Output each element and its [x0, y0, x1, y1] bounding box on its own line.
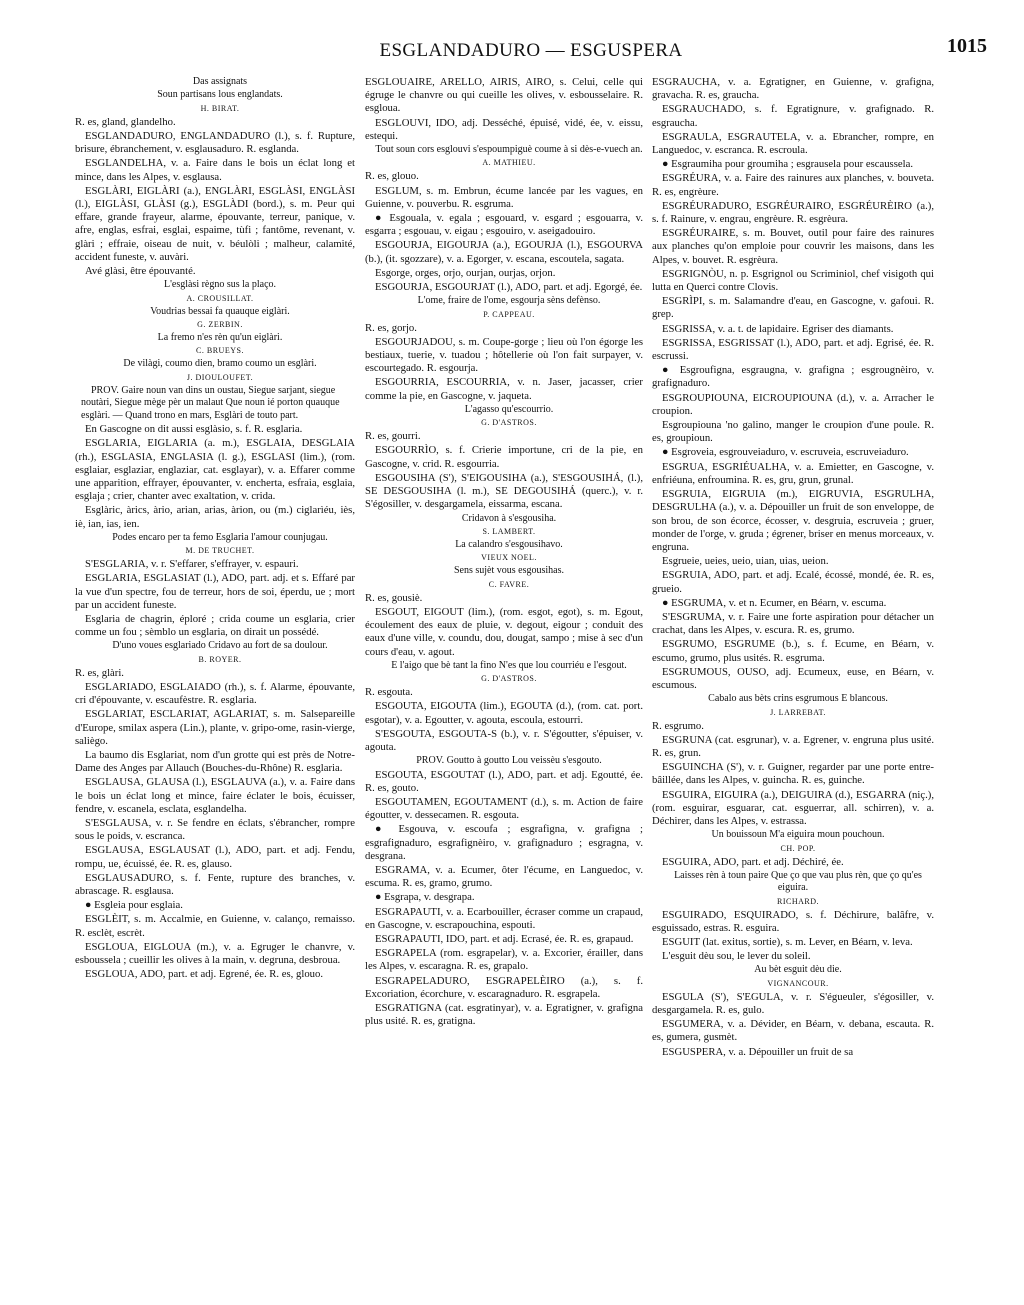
quote-author: M. DE TRUCHET. [185, 546, 255, 556]
quote-verse: PROV. Goutto à goutto Lou veissèu s'esgouto. [416, 755, 602, 767]
dictionary-entry: ● Esgouala, v. egala ; esgouard, v. esgard ; esgouarra, v. esgarra ; esgouau, v. eigau ; esgouiro, v. aseigadouiro. [365, 212, 643, 238]
column-1 [75, 76, 355, 1296]
quote-verse: Un bouissoun M'a eiguira moun pouchoun. [711, 829, 885, 841]
running-head: ESGLANDADURO — ESGUSPERA [379, 40, 683, 61]
proverb-verse: PROV. Gaire noun van dins un oustau, Siegue sarjant, siegue noutàri, Siegue mège pèr un malaut Que noun ié porton quauque esglàri. — Quand trono en mars, Esglàri de touto part. [81, 384, 340, 421]
dictionary-entry: ESGOUT, EIGOUT (lim.), (rom. esgot, egot), s. m. Egout, écoulement des eaux de pluie, v. degout, eigour ; conduit des eaux d'une ville, v. coundu, dou, dougat, sampo ; mise à sec d'un cours d'eau, v. agout. [365, 605, 643, 658]
dictionary-entry: ESGLANDADURO, ENGLANDADURO (l.), s. f. Rupture, brisure, ébranchement, v. esglausaduro. R. esglanda. [75, 130, 355, 156]
dictionary-entry: ESGUIRA, ADO, part. et adj. Déchiré, ée. [662, 855, 844, 868]
quote-verse: L'ome, fraire de l'ome, esgourja sèns defènso. [417, 295, 601, 307]
dictionary-entry: ESGLAUSA, ESGLAUSAT (l.), ADO, part. et adj. Fendu, rompu, ue, écuissé, ée. R. es, glauso. [75, 844, 355, 870]
dictionary-entry: ESGRUIA, ADO, part. et adj. Ecalé, écossé, mondé, ée. R. es, grueio. [652, 569, 934, 595]
dictionary-entry: Avé glàsi, être épouvanté. [85, 265, 196, 278]
dictionary-entry: ESGOUSIHA (S'), S'EIGOUSIHA (a.), S'ESGOUSIHÁ, (l.), SE DESGOUSIHA (l. m.), SE DEGOUSIHÁ (querc.), v. r. S'égosiller, v. desgargamela, eissarma, escana. [365, 471, 643, 511]
dictionary-entry: Esgrueie, ueies, ueio, uian, uias, ueion. [662, 555, 829, 568]
quote-author: A. MATHIEU. [482, 158, 536, 168]
dictionary-entry: ESGRUA, ESGRIÉUALHA, v. a. Emietter, en Gascogne, v. enfriéuna, enfroumina. R. es, gru, grun, grunal. [652, 460, 934, 486]
dictionary-entry: ● Esgraumiha pour groumiha ; esgrausela pour escaussela. [662, 158, 914, 171]
quote-author: C. FAVRE. [488, 579, 530, 589]
dictionary-entry: Esglàric, àrics, àrio, arian, arias, àrion, ou (m.) ciglarìéu, iès, iè, ian, ias, ien. [75, 504, 355, 530]
dictionary-entry: ESGUMERA, v. a. Dévider, en Béarn, v. debana, escauta. R. es, gumera, gusmèt. [652, 1018, 934, 1044]
dictionary-entry: ESGROUPIOUNA, EICROUPIOUNA (d.), v. a. Arracher le croupion. [652, 391, 934, 417]
dictionary-entry: ESGOUTA, EIGOUTA (lim.), EGOUTA (d.), (rom. cat. port. esgotar), v. a. Egoutter, v. agouta, escoula, estourri. [365, 700, 643, 726]
dictionary-entry: En Gascogne on dit aussi esglàsio, s. f. R. esglaria. [85, 423, 303, 436]
quote-verse: Soun partisans lous englandats. [157, 89, 283, 101]
dictionary-entry: ESGRAULA, ESGRAUTELA, v. a. Ebrancher, rompre, en Languedoc, v. escranca. R. escroula. [652, 130, 934, 157]
entry-line: R. esgouta. [365, 686, 413, 699]
dictionary-entry: ESGRAMA, v. a. Ecumer, ôter l'écume, en Languedoc, v. escuma. R. es, gramo, grumo. [365, 863, 643, 890]
dictionary-entry: ESGRUMO, ESGRUME (b.), s. f. Ecume, en Béarn, v. escumo, grumo, plus usités. R. esgruma. [652, 638, 934, 664]
dictionary-entry: L'esguit dèu sou, le lever du soleil. [662, 950, 811, 963]
dictionary-entry: ESGRAPAUTI, v. a. Ecarbouiller, écraser comme un crapaud, en Gascogne, v. escrapouchina, espouti. [365, 905, 643, 931]
page-number: 1015 [947, 35, 987, 57]
quote-author: A. CROUSILLAT. [186, 293, 254, 303]
quote-verse: Au bèt esguit dèu die. [754, 964, 842, 976]
dictionary-entry: ESGRAPAUTI, IDO, part. et adj. Ecrasé, ée. R. es, grapaud. [375, 933, 634, 945]
quote-verse: Podes encaro per ta femo Esglaria l'amour counjugau. [112, 531, 328, 543]
quote-verse: L'esglàsi règno sus la plaço. [163, 279, 277, 291]
dictionary-entry: ESGRISSA, ESGRISSAT (l.), ADO, part. et adj. Egrisé, ée. R. escrussi. [652, 336, 934, 363]
quote-verse: Laisses rèn à toun paire Que ço que vau plus rèn, que ço qu'es eiguira. [674, 869, 922, 894]
dictionary-entry: S'ESGRUMA, v. r. Faire une forte aspiration pour détacher un crachat, dans les Alpes, v. escura. R. es, grumo. [652, 610, 934, 637]
dictionary-entry: ESGLOUA, EIGLOUA (m.), v. a. Egruger le chanvre, v. esboussela ; cueillir les olives à la main, v. degruna, desbroua. [75, 940, 355, 967]
dictionary-entry: ESGLAUSADURO, s. f. Fente, rupture des branches, v. abrascage. R. esglausa. [75, 871, 355, 897]
dictionary-entry: ESGUIRA, EIGUIRA (a.), DEIGUIRA (d.), ESGARRA (niç.), (rom. esguirar, esguarar, cat. esguerrar, all. schirren), v. a. Déchirer, dans les Alpes, v. estrassa. [652, 788, 934, 827]
dictionary-entry: ● Esgroveia, esgrouveiaduro, v. escruveia, escruveiaduro. [662, 446, 909, 459]
quote-author: C. BRUEYS. [196, 346, 244, 356]
dictionary-entry: ESGRISSA, v. a. t. de lapidaire. Egriser des diamants. [662, 322, 894, 335]
dictionary-entry: ESGRUMOUS, OUSO, adj. Ecumeux, euse, en Béarn, v. escumous. [652, 665, 934, 691]
dictionary-entry: ESGOURJADOU, s. m. Coupe-gorge ; lieu où l'on égorge les bestiaux, tuerie, v. tuadou ; hôtellerie où l'on fait surpayer, v. escourtegado. R. esgourja. [365, 335, 643, 375]
page-header [75, 35, 987, 68]
dictionary-entry: ESGOUTAMEN, EGOUTAMENT (d.), s. m. Action de faire égoutter, v. dessecamen. R. esgouta. [365, 795, 643, 822]
dictionary-entry: Esgorge, orges, orjo, ourjan, ourjas, orjon. [375, 266, 556, 279]
dictionary-entry: ESGOURRIA, ESCOURRIA, v. n. Jaser, jacasser, crier comme la pie, en Gascogne, v. jaqueta. [365, 376, 643, 402]
dictionary-entry: ESGRAPELA (rom. esgrapelar), v. a. Excorier, érailler, dans les Alpes, v. escaragna. R. es, grapalo. [365, 947, 643, 973]
entry-line: ESGRAUCHA, v. a. Egratigner, en Guienne, v. grafigna, gravacha. R. es, graucha. [652, 76, 934, 102]
dictionary-entry: ESGUIRADO, ESQUIRADO, s. f. Déchirure, balâfre, v. esguissado, estras. R. esguira. [652, 908, 934, 934]
quote-verse: Sens sujèt vous esgousihas. [454, 565, 564, 577]
dictionary-entry: ESGRÉURAIRE, s. m. Bouvet, outil pour faire des rainures aux planches qu'on emploie pour couvrir les maisons, dans les Alpes, v. bouvet. R. esgrèura. [652, 227, 934, 266]
dictionary-entry: ESGUSPERA, v. a. Dépouiller un fruit de sa [662, 1045, 854, 1058]
dictionary-entry: ESGRÉURA, v. a. Faire des rainures aux planches, v. bouveta. R. es, engrèure. [652, 172, 934, 198]
dictionary-entry: ESGRÌPI, s. m. Salamandre d'eau, en Gascogne, v. gafoui. R. grep. [652, 295, 934, 321]
dictionary-entry: ESGLOUVI, IDO, adj. Desséché, épuisé, vidé, ée, v. eissu, estequi. [365, 116, 643, 142]
dictionary-entry: ESGRUNA (cat. esgrunar), v. a. Egrener, v. engruna plus usité. R. es, grun. [652, 733, 934, 759]
quote-verse: Tout soun cors esglouvi s'espoumpiguè coume à si dès-e-vuech an. [375, 144, 643, 156]
quote-verse: Voudrias bessai fa quauque eiglàri. [150, 305, 290, 317]
dictionary-entry: ● Esgroufigna, esgraugna, v. grafigna ; esgrougnèiro, v. grafignaduro. [652, 364, 934, 390]
dictionary-entry: ● Esgleia pour esglaia. [85, 899, 183, 912]
quote-author: B. ROYER. [198, 654, 242, 664]
entry-line: R. es, glouo. [365, 170, 419, 183]
quote-verse: Cridavon à s'esgousiha. [461, 512, 557, 524]
dictionary-entry: ● ESGRUMA, v. et n. Ecumer, en Béarn, v. escuma. [662, 596, 887, 609]
quote-author: J. DIOULOUFET. [186, 372, 254, 382]
dictionary-entry: ESGLARIADO, ESGLAIADO (rh.), s. f. Alarme, épouvante, cri d'épouvante, v. escaufèstre. R. esglaria. [75, 680, 355, 707]
dictionary-entry: ESGRAUCHADO, s. f. Egratignure, v. grafignado. R. esgraucha. [652, 103, 934, 129]
column-3 [652, 76, 934, 1296]
quote-verse: Cabalo aus bèts crins esgrumous E blancous. [708, 693, 888, 705]
dictionary-entry: ESGLOUA, ADO, part. et adj. Egrené, ée. R. es, glouo. [85, 968, 324, 981]
dictionary-entry: ESGOURJA, ESGOURJAT (l.), ADO, part. et adj. Egorgé, ée. [375, 281, 643, 294]
dictionary-entry: ESGRUIA, EIGRUIA (m.), EIGRUVIA, ESGRULHA, DESGRULHA (a.), v. a. Dépouiller un fruit de son enveloppe, de son brou, de son écorce, écosser, v. desgruia, escruveia ; gruer, monder de l'orge, v. gruda ; égrener, briser en menus morceaux, v. engruna. [652, 488, 934, 553]
quote-author: G. D'ASTROS. [481, 674, 537, 684]
column-2 [365, 76, 643, 1296]
dictionary-entry: ESGRÉURADURO, ESGRÉURAIRO, ESGRÉURÈIRO (a.), s. f. Rainure, v. engrau, engrèure. R. esgrèura. [652, 199, 934, 226]
dictionary-entry: ESGULA (S'), S'EGULA, v. r. S'égueuler, s'égosiller, v. desgargamela. R. es, gulo. [652, 990, 934, 1017]
quote-verse: Das assignats [192, 76, 248, 87]
dictionary-entry: La baumo dis Esglariat, nom d'un grotte qui est près de Notre-Dame des Anges par Allauch (Bouches-du-Rhône) R. esglaria. [75, 748, 355, 775]
quote-verse: La fremo n'es rèn qu'un eiglàri. [157, 332, 283, 344]
dictionary-entry: ESGRAPELADURO, ESGRAPELÈIRO (a.), s. f. Excoriation, écorchure, v. escaragnaduro. R. esgrapela. [365, 974, 643, 1000]
quote-author: P. CAPPEAU. [483, 309, 535, 319]
dictionary-entry: S'ESGOUTA, ESGOUTA-S (b.), v. r. S'égoutter, s'épuiser, v. agouta. [365, 727, 643, 753]
dictionary-entry: S'ESGLARIA, v. r. S'effarer, s'effrayer, v. espauri. [85, 558, 299, 571]
dictionary-entry: ● Esgrapa, v. desgrapa. [375, 891, 475, 904]
quote-author: CH. POP. [780, 843, 816, 853]
dictionary-entry: ESGLARIA, EIGLARIA (a. m.), ESGLAIA, DESGLAIA (rh.), ESGLASIA, ENGLASIA (l. g.), ESGLASI (lim.), (rom. esglaiar, esglaziar, englaziar, cat. esglayar), v. a. Effarer comme une apparition, effrayer, épouvanter, v. encherta, esfraia, esglaia, esglaja ; crier, chanter avec exaltation, v. crida. [75, 437, 355, 503]
quote-verse: E l'aigo que bè tant la fino N'es que lou courriéu e l'esgout. [391, 659, 627, 671]
dictionary-entry: ESGUINCHA (S'), v. r. Guigner, regarder par une porte entre-bâillée, dans les Alpes, v. guincha. R. es, guinche. [652, 761, 934, 787]
dictionary-entry: ESGLARIA, ESGLASIAT (l.), ADO, part. adj. et s. Effaré par la vue d'un spectre, fou de terreur, hors de soi, éperdu, ue ; mort par un accident funeste. [75, 572, 355, 611]
entry-line: R. es, gousiè. [365, 591, 423, 604]
dictionary-entry: ESGLAUSA, GLAUSA (l.), ESGLAUVA (a.), v. a. Faire dans le bois un éclat long et mince, faire éclater le bois, écuisser, fendre, v. escanela, esclata, esglandelha. [75, 776, 355, 815]
quote-author: RICHARD. [776, 896, 819, 906]
dictionary-entry: ESGOURRÌO, s. f. Crierie importune, cri de la pie, en Gascogne, v. crid. R. esgourria. [365, 444, 643, 470]
entry-line: R. esgrumo. [652, 719, 704, 732]
entry-line: ESGLOUAIRE, ARELLO, AIRIS, AIRO, s. Celui, celle qui égruge le chanvre ou qui cueille les olives, v. esbousselaire. R. esgloua. [365, 76, 643, 115]
quote-author: H. BIRAT. [200, 103, 240, 113]
quote-author: G. ZERBIN. [197, 320, 243, 330]
entry-line: R. es, gorjo. [365, 321, 417, 334]
quote-author: G. D'ASTROS. [481, 418, 537, 428]
dictionary-entry: ESGRATIGNA (cat. esgratinyar), v. a. Egratigner, v. grafigna plus usité. R. es, gratigna. [365, 1002, 643, 1028]
dictionary-entry: ESGRIGNÒU, n. p. Esgrignol ou Scriminiol, chef visigoth qui lutta en Querci contre Clovis. [652, 267, 934, 294]
entry-line: R. es, gland, glandelho. [75, 115, 176, 128]
quote-author: J. LARREBAT. [770, 707, 826, 717]
quote-author: VIEUX NOEL. [481, 553, 537, 563]
quote-author: S. LAMBERT. [482, 526, 536, 536]
dictionary-entry: ESGLANDELHA, v. a. Faire dans le bois un éclat long et mince, dans les Alpes, v. esglausa. [75, 157, 355, 183]
quote-verse: La calandro s'esgousihavo. [455, 538, 563, 550]
dictionary-entry: Esglaria de chagrin, éploré ; crida coume un esglaria, crier comme un fou ; sèmblo un esglaria, on dirait un possédé. [75, 612, 355, 639]
quote-author: VIGNANCOUR. [767, 978, 829, 988]
quote-verse: L'agasso qu'escourrio. [464, 403, 554, 415]
dictionary-entry: ESGLÀRI, EIGLÀRI (a.), ENGLÀRI, ESGLÀSI, ENGLÀSI (l.), EIGLÀSI, GLÀSI (g.), ESGLÀDI (bord.), s. m. Peur qui effare, grande frayeur, alarme, épouvante, terreur, panique, v. afre, englas, esfrai, esglai, espaime, tùfi ; fantôme, revenant, v. glàri ; effraie, oiseau de nuit, v. béulòli ; malheur, calamité, accident funeste, v. auvàri. [75, 184, 355, 263]
dictionary-entry: ESGLUM, s. m. Embrun, écume lancée par les vagues, en Guienne, v. pouverbu. R. esgruma. [365, 184, 643, 210]
dictionary-entry: ESGUIT (lat. exitus, sortie), s. m. Lever, en Béarn, v. leva. [662, 936, 913, 948]
dictionary-entry: S'ESGLAUSA, v. r. Se fendre en éclats, s'ébrancher, rompre sous le poids, v. escranca. [75, 816, 355, 843]
dictionary-entry: ESGLARIAT, ESCLARIAT, AGLARIAT, s. m. Salsepareille d'Europe, smilax aspera (Lin.), plante, v. gripo-ome, rasin-vierge, saliègo. [75, 708, 355, 747]
dictionary-entry: ESGLÈIT, s. m. Accalmie, en Guienne, v. calanço, remaisso. R. esclèt, escrèt. [75, 913, 355, 939]
dictionary-entry: Esgroupiouna 'no galino, manger le croupion d'une poule. R. es, groupioun. [652, 419, 934, 445]
entry-line: R. es, glàri. [75, 666, 124, 679]
quote-verse: D'uno voues esglariado Cridavo au fort de sa doulour. [112, 640, 328, 652]
dictionary-entry: ● Esgouva, v. escoufa ; esgrafigna, v. grafigna ; esgrafignaduro, esgrafignèiro, v. grafignaduro ; esgragna, v. desgrana. [365, 823, 643, 862]
dictionary-entry: ESGOUTA, ESGOUTAT (l.), ADO, part. et adj. Egoutté, ée. R. es, gouto. [365, 768, 643, 794]
quote-verse: De vilàgi, coumo dien, bramo coumo un esglàri. [123, 358, 317, 370]
dictionary-entry: ESGOURJA, EIGOURJA (a.), EGOURJA (l.), ESGOURVA (b.), (it. sgozzare), v. a. Egorger, v. escana, escoutela, sagata. [365, 239, 643, 265]
entry-line: R. es, gourri. [365, 430, 421, 443]
